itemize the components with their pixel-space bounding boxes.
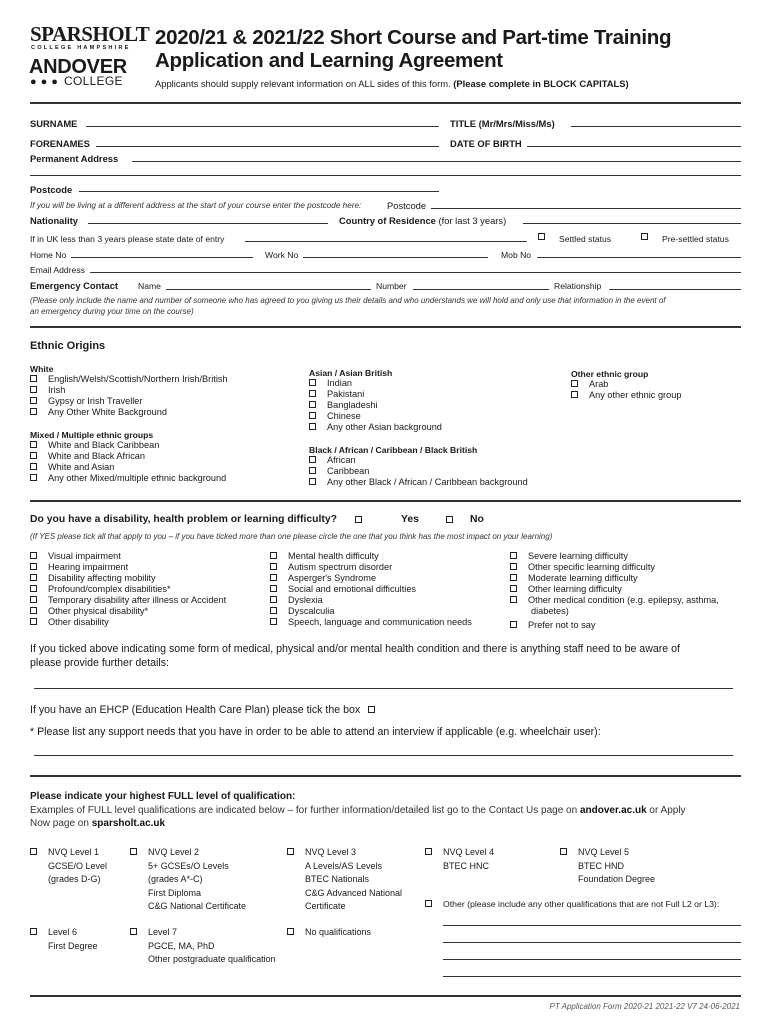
- footer-text: PT Application Form 2020-21 2021-22 V7 24-06-2021: [549, 1002, 740, 1011]
- residence-label: [339, 215, 506, 226]
- disability-option[interactable]: [270, 573, 472, 584]
- checkbox-icon[interactable]: [510, 585, 517, 592]
- qual-desc: Foundation Degree: [578, 874, 656, 885]
- disability-option[interactable]: [30, 584, 226, 595]
- qual-none[interactable]: [287, 926, 371, 940]
- disability-option[interactable]: [270, 617, 472, 628]
- option-label: Severe learning difficulty: [528, 551, 628, 561]
- checkbox-icon[interactable]: [30, 375, 37, 382]
- qual-rule: [30, 775, 741, 777]
- qual-nvq4[interactable]: [425, 846, 494, 873]
- mob-no-field[interactable]: [537, 257, 741, 258]
- qual-label: No qualifications: [305, 927, 372, 937]
- option-label: Bangladeshi: [327, 400, 378, 410]
- ethnic-option[interactable]: [571, 379, 681, 390]
- qual-nvq2[interactable]: [130, 846, 246, 914]
- qual-label: Level 7: [148, 927, 178, 937]
- ethnic-heading: Ethnic Origins: [30, 340, 106, 352]
- option-label: Hearing impairment: [48, 562, 129, 572]
- ethnic-rule: [30, 326, 741, 328]
- form-instructions: [155, 78, 629, 89]
- presettled-checkbox[interactable]: [641, 233, 648, 240]
- qual-desc: Other postgraduate qualification: [148, 954, 276, 965]
- option-label: Mental health difficulty: [288, 551, 379, 561]
- ec-number-label: Number: [376, 281, 407, 291]
- ethnic-option[interactable]: [571, 390, 681, 401]
- option-label: Other physical disability*: [48, 606, 149, 616]
- qual-l7[interactable]: [130, 926, 276, 967]
- option-label: Any other ethnic group: [589, 390, 682, 400]
- header-rule: [30, 102, 741, 104]
- ethnic-option[interactable]: [30, 462, 226, 473]
- checkbox-icon[interactable]: [30, 474, 37, 481]
- other-ethnic-list: [571, 379, 681, 401]
- prefer-not-option[interactable]: [510, 620, 595, 631]
- disability-option[interactable]: [30, 606, 226, 617]
- disability-option[interactable]: [270, 562, 472, 573]
- ec-note-1: (Please only include the name and number of someone who has agreed to you giving us their details and who understands we will hold and only use that information in the event of: [30, 296, 666, 305]
- andover-logo-sub: COLLEGE: [64, 74, 123, 88]
- checkbox-icon[interactable]: [309, 478, 316, 485]
- ethnic-option[interactable]: [309, 422, 442, 433]
- disability-option[interactable]: [30, 562, 226, 573]
- option-label: Profound/complex disabilities*: [48, 584, 171, 594]
- checkbox-icon[interactable]: [571, 380, 578, 387]
- instructions-text: Applicants should supply relevant information on ALL sides of this form.: [155, 78, 451, 89]
- option-label: Indian: [327, 378, 353, 388]
- disability-option[interactable]: [510, 551, 719, 562]
- qual-desc: BTEC HND: [578, 860, 625, 871]
- disability-option[interactable]: [510, 584, 719, 595]
- checkbox-icon[interactable]: [309, 467, 316, 474]
- checkbox-icon[interactable]: [270, 552, 277, 559]
- nationality-label: Nationality: [30, 215, 78, 226]
- address-field-1[interactable]: [132, 161, 741, 162]
- checkbox-icon[interactable]: [287, 848, 294, 855]
- surname-label: SURNAME: [30, 118, 78, 129]
- black-list: [309, 455, 528, 488]
- ethnic-option[interactable]: [309, 455, 528, 466]
- checkbox-icon[interactable]: [30, 928, 37, 935]
- option-label: Dyscalculia: [288, 606, 335, 616]
- option-label: Disability affecting mobility: [48, 573, 156, 583]
- qual-l6[interactable]: [30, 926, 98, 953]
- qual-desc: A Levels/AS Levels: [305, 860, 383, 871]
- qual-desc: BTEC HNC: [443, 860, 490, 871]
- option-label: Asperger's Syndrome: [288, 573, 377, 583]
- option-label: Other specific learning difficulty: [528, 562, 655, 572]
- qual-intro-text: Examples of FULL level qualifications are indicated below – for further information/detailed list go to the Contact Us page on: [30, 805, 578, 816]
- qual-label: Level 6: [48, 927, 78, 937]
- ec-relationship-field[interactable]: [609, 289, 741, 290]
- checkbox-icon[interactable]: [270, 607, 277, 614]
- qual-desc: BTEC Nationals: [305, 874, 370, 885]
- ehcp-checkbox[interactable]: [368, 706, 375, 713]
- option-label: White and Black African: [48, 451, 146, 461]
- checkbox-icon[interactable]: [270, 563, 277, 570]
- work-no-field[interactable]: [303, 257, 488, 258]
- qual-intro-1: [30, 805, 686, 816]
- sparsholt-logo-name: SPARSHOLT: [30, 22, 150, 46]
- option-label: White and Asian: [48, 462, 115, 472]
- checkbox-icon[interactable]: [510, 563, 517, 570]
- checkbox-icon[interactable]: [270, 574, 277, 581]
- qual-desc: C&G Advanced National: [305, 887, 403, 898]
- checkbox-icon[interactable]: [270, 618, 277, 625]
- qual-other[interactable]: [425, 899, 719, 909]
- checkbox-icon[interactable]: [270, 596, 277, 603]
- disability-option[interactable]: [510, 595, 719, 606]
- checkbox-icon[interactable]: [270, 585, 277, 592]
- disability-option[interactable]: [510, 573, 719, 584]
- qual-heading: Please indicate your highest FULL level of qualification:: [30, 791, 296, 802]
- qual-label: NVQ Level 5: [578, 847, 630, 857]
- qual-intro-text-b: or Apply: [649, 805, 686, 816]
- postcode-label: Postcode: [30, 184, 73, 195]
- diff-address-note: If you will be living at a different address at the start of your course enter the postcode here:: [30, 201, 362, 210]
- disability-note: (If YES please tick all that apply to you – if you have ticked more than one please circle the one that you think has the most impact on your learning): [30, 532, 553, 541]
- option-label: Any other Asian background: [327, 422, 442, 432]
- checkbox-icon[interactable]: [30, 563, 37, 570]
- forenames-field[interactable]: [96, 146, 439, 147]
- qual-desc: First Degree: [48, 940, 98, 951]
- uk-entry-field[interactable]: [245, 241, 527, 242]
- option-label: White and Black Caribbean: [48, 440, 160, 450]
- checkbox-icon[interactable]: [287, 928, 294, 935]
- disability-question: Do you have a disability, health problem or learning difficulty?: [30, 514, 337, 525]
- disability-option[interactable]: [510, 620, 595, 631]
- checkbox-icon[interactable]: [510, 596, 517, 603]
- forenames-label: FORENAMES: [30, 138, 90, 149]
- option-label: Moderate learning difficulty: [528, 573, 638, 583]
- disability-col1: [30, 551, 226, 628]
- option-label-cont: diabetes): [531, 606, 569, 616]
- qual-label: NVQ Level 1: [48, 847, 100, 857]
- dob-field[interactable]: [527, 146, 741, 147]
- ec-name-label: Name: [138, 281, 161, 291]
- disability-option[interactable]: [270, 595, 472, 606]
- sparsholt-logo-sub: COLLEGE HAMPSHIRE: [31, 45, 131, 51]
- qual-intro-2: [30, 818, 165, 829]
- qual-desc: GCSE/O Level: [48, 860, 108, 871]
- title-field[interactable]: [571, 126, 741, 127]
- settled-checkbox[interactable]: [538, 233, 545, 240]
- details-question-2: please provide further details:: [30, 657, 169, 669]
- option-label: Irish: [48, 385, 66, 395]
- postcode2-label: Postcode: [387, 200, 427, 211]
- qual-desc: C&G National Certificate: [148, 901, 247, 912]
- nationality-field[interactable]: [88, 223, 328, 224]
- andover-link[interactable]: andover.ac.uk: [579, 805, 647, 816]
- option-label: Dyslexia: [288, 595, 323, 605]
- residence-note: (for last 3 years): [438, 215, 507, 226]
- checkbox-icon[interactable]: [30, 607, 37, 614]
- ethnic-option[interactable]: [30, 374, 228, 385]
- qual-desc: Certificate: [305, 901, 346, 912]
- mixed-heading: Mixed / Multiple ethnic groups: [30, 430, 154, 440]
- checkbox-icon[interactable]: [30, 596, 37, 603]
- surname-field[interactable]: [86, 126, 439, 127]
- checkbox-icon[interactable]: [30, 552, 37, 559]
- qual-desc: First Diploma: [148, 887, 202, 898]
- checkbox-icon[interactable]: [309, 379, 316, 386]
- checkbox-icon[interactable]: [30, 397, 37, 404]
- qual-desc: PGCE, MA, PhD: [148, 940, 215, 951]
- option-label: Other learning difficulty: [528, 584, 622, 594]
- option-label: Any Other White Background: [48, 407, 167, 417]
- ethnic-option[interactable]: [309, 411, 442, 422]
- qual-other-field-1[interactable]: [443, 925, 741, 926]
- qual-intro-text-c: Now page on: [30, 818, 89, 829]
- title-label: TITLE (Mr/Mrs/Miss/Ms): [450, 118, 555, 129]
- ethnic-option[interactable]: [309, 466, 528, 477]
- work-no-label: Work No: [265, 250, 299, 260]
- disability-option[interactable]: [510, 562, 719, 573]
- ethnic-option[interactable]: [30, 440, 226, 451]
- disability-option[interactable]: [30, 617, 226, 628]
- email-label: Email Address: [30, 265, 85, 275]
- ehcp-label: If you have an EHCP (Education Health Care Plan) please tick the box: [30, 704, 361, 716]
- qual-desc: (grades D-G): [48, 874, 101, 885]
- option-label: Temporary disability after illness or Accident: [48, 595, 227, 605]
- ethnic-option[interactable]: [309, 378, 442, 389]
- checkbox-icon[interactable]: [309, 401, 316, 408]
- disability-option[interactable]: [30, 551, 226, 562]
- presettled-label: Pre-settled status: [662, 234, 729, 244]
- disability-option[interactable]: [30, 595, 226, 606]
- checkbox-icon[interactable]: [425, 900, 432, 907]
- option-label: Any other Mixed/multiple ethnic background: [48, 473, 227, 483]
- settled-label: Settled status: [559, 234, 612, 244]
- support-field[interactable]: [34, 755, 733, 756]
- qual-nvq3[interactable]: [287, 846, 402, 914]
- checkbox-icon[interactable]: [309, 390, 316, 397]
- option-label: African: [327, 455, 356, 465]
- checkbox-icon[interactable]: [30, 848, 37, 855]
- checkbox-icon[interactable]: [30, 386, 37, 393]
- support-label: * Please list any support needs that you have in order to be able to attend an interview if applicable (e.g. wheelchair user):: [30, 726, 601, 738]
- disability-no-label: No: [470, 514, 484, 525]
- disability-option[interactable]: [30, 573, 226, 584]
- andover-dots-icon: ●●●: [30, 76, 62, 88]
- footer-rule: [30, 995, 741, 997]
- qual-other-field-4[interactable]: [443, 976, 741, 977]
- qual-other-field-2[interactable]: [443, 942, 741, 943]
- form-title-line1: 2020/21 & 2021/22 Short Course and Part-time Training: [155, 26, 672, 49]
- ethnic-option[interactable]: [30, 473, 226, 484]
- option-label: English/Welsh/Scottish/Northern Irish/British: [48, 374, 228, 384]
- checkbox-icon[interactable]: [571, 391, 578, 398]
- asian-list: [309, 378, 442, 433]
- ethnic-option[interactable]: [30, 451, 226, 462]
- checkbox-icon[interactable]: [130, 848, 137, 855]
- option-label: Other disability: [48, 617, 109, 627]
- checkbox-icon[interactable]: [510, 552, 517, 559]
- option-label: Any other Black / African / Caribbean background: [327, 477, 528, 487]
- qual-other-field-3[interactable]: [443, 959, 741, 960]
- form-title-line2: Application and Learning Agreement: [155, 49, 503, 72]
- other-heading: Other ethnic group: [571, 369, 649, 379]
- checkbox-icon[interactable]: [309, 412, 316, 419]
- details-question-1: If you ticked above indicating some form of medical, physical and/or mental health condition and there is anything staff need to be aware of: [30, 643, 680, 655]
- qual-label: NVQ Level 2: [148, 847, 200, 857]
- ethnic-option[interactable]: [30, 407, 228, 418]
- address-label: Permanent Address: [30, 153, 119, 164]
- qual-nvq1[interactable]: [30, 846, 107, 887]
- asian-heading: Asian / Asian British: [309, 368, 393, 378]
- details-field[interactable]: [34, 688, 733, 689]
- qual-desc: (grades A*-C): [148, 874, 203, 885]
- checkbox-icon[interactable]: [425, 848, 432, 855]
- option-label: Social and emotional difficulties: [288, 584, 417, 594]
- disability-yes-checkbox[interactable]: [446, 516, 453, 523]
- option-label: Speech, language and communication needs: [288, 617, 472, 627]
- option-label: Caribbean: [327, 466, 370, 476]
- ethnic-option[interactable]: [30, 396, 228, 407]
- checkbox-icon[interactable]: [30, 618, 37, 625]
- disability-option[interactable]: [270, 606, 472, 617]
- postcode2-field[interactable]: [431, 208, 741, 209]
- option-label: Prefer not to say: [528, 620, 596, 630]
- qual-nvq5[interactable]: [560, 846, 655, 887]
- checkbox-icon[interactable]: [30, 408, 37, 415]
- option-label: Other medical condition (e.g. epilepsy, asthma,: [528, 595, 719, 605]
- mixed-list: [30, 440, 226, 484]
- white-list: [30, 374, 228, 418]
- residence-text: Country of Residence: [339, 215, 436, 226]
- email-field[interactable]: [90, 272, 741, 273]
- option-label: Pakistani: [327, 389, 365, 399]
- disability-col3: [510, 551, 719, 617]
- black-heading: Black / African / Caribbean / Black British: [309, 445, 478, 455]
- ec-number-field[interactable]: [413, 289, 549, 290]
- residence-field[interactable]: [523, 223, 741, 224]
- ethnic-option[interactable]: [309, 389, 442, 400]
- disability-rule: [30, 500, 741, 502]
- andover-logo-name: ANDOVER: [29, 56, 127, 78]
- ec-note-2: an emergency during your time on the course): [30, 307, 194, 316]
- option-label: Autism spectrum disorder: [288, 562, 393, 572]
- checkbox-icon[interactable]: [30, 441, 37, 448]
- home-no-field[interactable]: [71, 257, 253, 258]
- mob-no-label: Mob No: [501, 250, 532, 260]
- ethnic-option[interactable]: [309, 477, 528, 488]
- checkbox-icon[interactable]: [30, 463, 37, 470]
- postcode-field[interactable]: [79, 191, 439, 192]
- disability-option[interactable]: [270, 584, 472, 595]
- option-label: Arab: [589, 379, 609, 389]
- ethnic-option[interactable]: [30, 385, 228, 396]
- qual-desc: 5+ GCSEs/O Levels: [148, 860, 229, 871]
- checkbox-icon[interactable]: [309, 423, 316, 430]
- instructions-bold: (Please complete in BLOCK CAPITALS): [453, 78, 629, 89]
- dob-label: DATE OF BIRTH: [450, 138, 522, 149]
- checkbox-icon[interactable]: [30, 452, 37, 459]
- option-label: Gypsy or Irish Traveller: [48, 396, 143, 406]
- ec-name-field[interactable]: [166, 289, 371, 290]
- checkbox-icon[interactable]: [130, 928, 137, 935]
- qual-other-label: Other (please include any other qualifications that are not Full L2 or L3):: [443, 899, 720, 909]
- disability-unused-checkbox[interactable]: [355, 516, 362, 523]
- emergency-label: Emergency Contact: [30, 280, 119, 291]
- address-field-2[interactable]: [30, 175, 741, 176]
- checkbox-icon[interactable]: [30, 585, 37, 592]
- white-heading: White: [30, 364, 54, 374]
- qual-label: NVQ Level 4: [443, 847, 495, 857]
- checkbox-icon[interactable]: [510, 574, 517, 581]
- uk-entry-label: If in UK less than 3 years please state date of entry: [30, 234, 225, 244]
- checkbox-icon[interactable]: [30, 574, 37, 581]
- option-label: Visual impairment: [48, 551, 121, 561]
- checkbox-icon[interactable]: [309, 456, 316, 463]
- sparsholt-link[interactable]: sparsholt.ac.uk: [91, 818, 166, 829]
- ec-relationship-label: Relationship: [554, 281, 602, 291]
- disability-col2: [270, 551, 472, 628]
- checkbox-icon[interactable]: [510, 621, 517, 628]
- option-label: Chinese: [327, 411, 361, 421]
- qual-label: NVQ Level 3: [305, 847, 357, 857]
- disability-yes-label: Yes: [401, 514, 419, 525]
- checkbox-icon[interactable]: [560, 848, 567, 855]
- disability-option[interactable]: [270, 551, 472, 562]
- ethnic-option[interactable]: [309, 400, 442, 411]
- home-no-label: Home No: [30, 250, 67, 260]
